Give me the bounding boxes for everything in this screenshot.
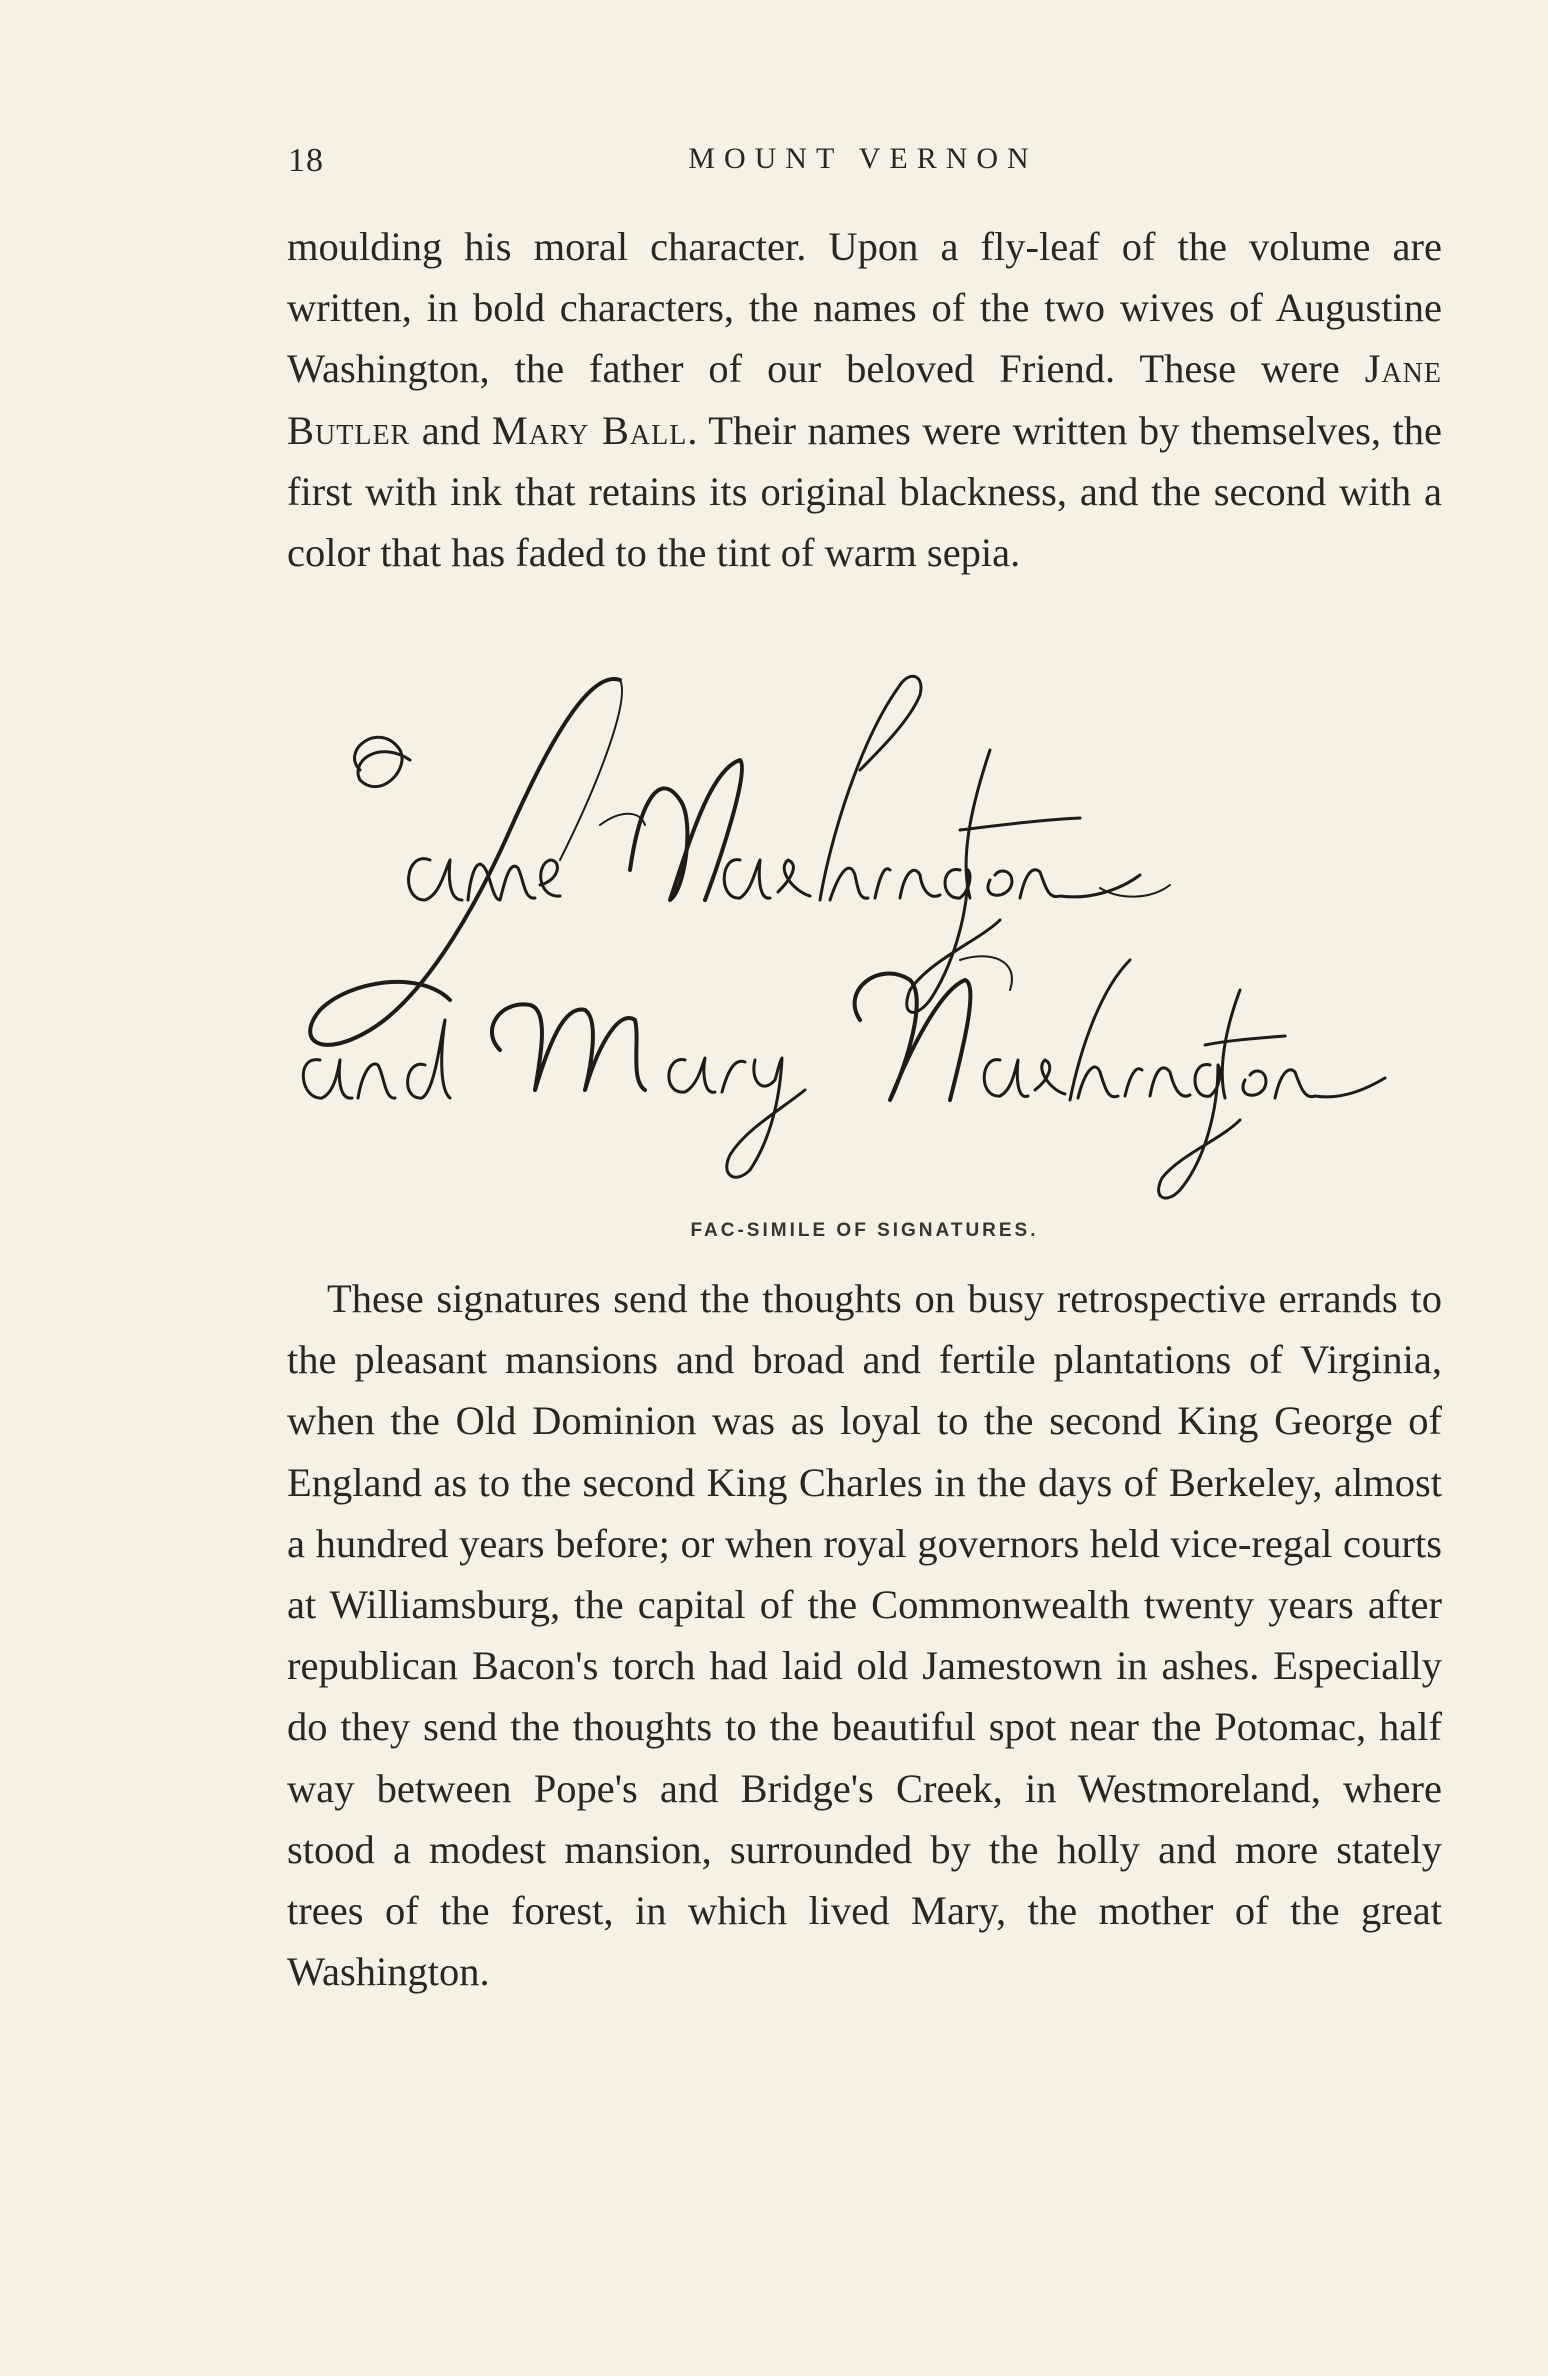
running-title: MOUNT VERNON [688,142,1038,175]
signature-drawing [300,660,1420,1220]
figure-caption: FAC-SIMILE OF SIGNATURES. [690,1220,1039,1241]
paragraph-1 [287,216,1442,583]
paragraph-1-text-b: . Their names were written by themselves, the first with ink that retains its original blackness, and the second with a color that has faded to the tint of warm sepia. [287,407,1442,576]
page-number: 18 [288,142,324,179]
signature-facsimile [300,660,1420,1220]
name-jane-butler: Jane Butler [287,346,1442,453]
paragraph-2 [287,1268,1442,2002]
paragraph-1-text-a: moulding his moral character. Upon a fly-leaf of the volume are written, in bold characters, the names of the two wives of Augustine Washington, the father of our beloved Friend. These were [287,224,1442,392]
running-head [288,142,1438,192]
paragraph-1-and: and [410,407,492,453]
paragraph-2-text: These signatures send the thoughts on busy retrospective errands to the pleasant mansions and broad and fertile plantations of Virginia, when the Old Dominion was as loyal to the second King George of England as to the second King Charles in the days of Berkeley, almost a hundred years before; or when royal governors held vice-regal courts at Williamsburg, the capital of the Commonwealth twenty years after republican Bacon's torch had laid old Jamestown in ashes. Especially do they send the thoughts to the beautiful spot near the Potomac, half way between Pope's and Bridge's Creek, in Westmoreland, where stood a modest mansion, surrounded by the holly and more stately trees of the forest, in which lived Mary, the mother of the great Washington. [287,1276,1442,1995]
name-mary-ball: Mary Ball [491,407,688,453]
